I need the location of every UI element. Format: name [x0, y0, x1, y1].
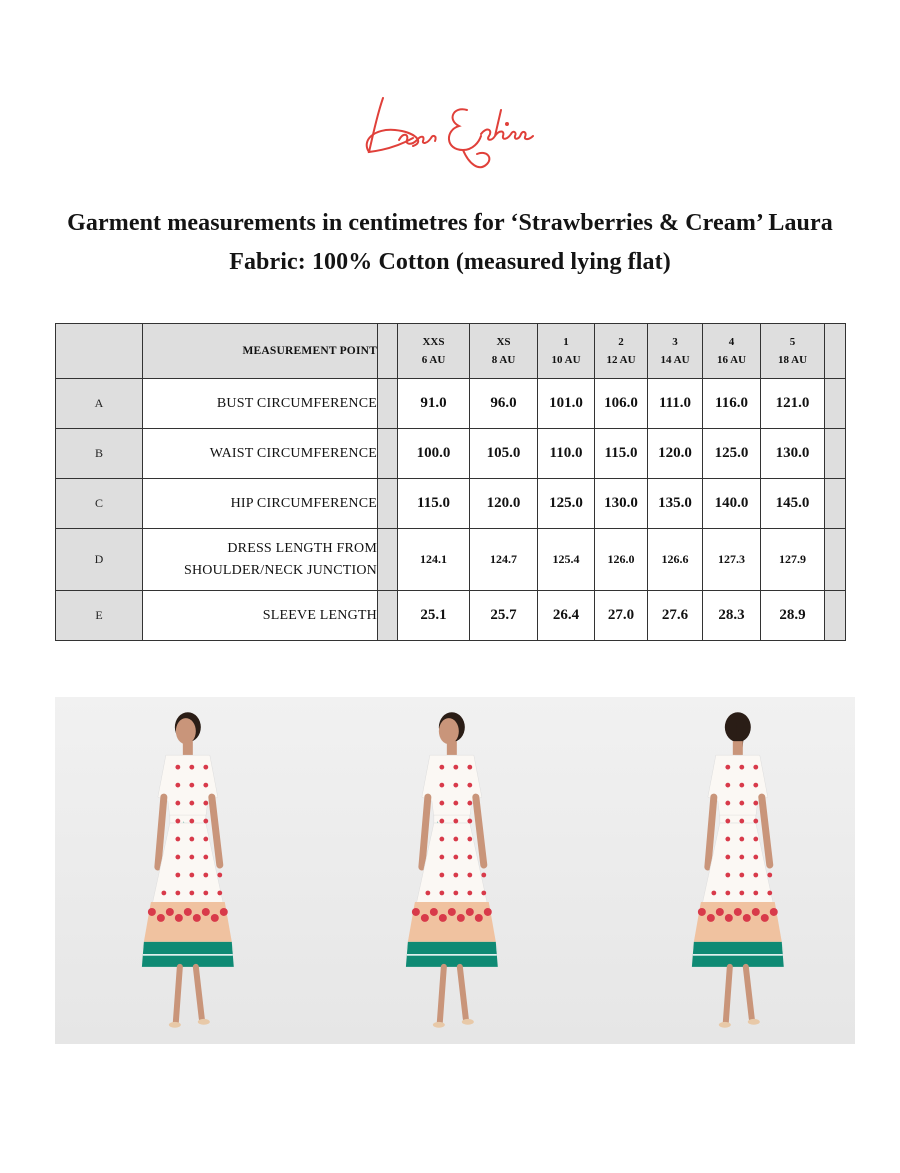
measurement-value: 116.0 [703, 379, 761, 429]
measurement-value: 105.0 [470, 429, 538, 479]
measurement-point-label [143, 479, 378, 529]
row-code: D [56, 529, 143, 591]
spacer-cell [825, 429, 846, 479]
measurement-value: 111.0 [648, 379, 703, 429]
spacer-cell [378, 529, 398, 591]
au-label: 14 AU [660, 354, 690, 366]
spacer-cell [825, 529, 846, 591]
page-title: Garment measurements in centimetres for ‘Strawberries & Cream’ Laura [67, 210, 833, 236]
measurement-value: 27.0 [595, 591, 648, 641]
au-label: 18 AU [777, 354, 808, 366]
measurement-value: 28.3 [703, 591, 761, 641]
measurement-value: 26.4 [538, 591, 595, 641]
model-front-icon [55, 697, 322, 1044]
size-label: XS [496, 336, 511, 348]
measurement-value: 127.9 [761, 529, 825, 591]
model-photo-back [588, 697, 855, 1044]
table-row [56, 479, 846, 529]
measurement-point-label [143, 529, 378, 591]
spacer-cell [378, 379, 398, 429]
label-line: BUST CIRCUMFERENCE [216, 395, 377, 411]
measurement-value: 115.0 [595, 429, 648, 479]
measurement-value: 121.0 [761, 379, 825, 429]
measurement-value: 127.3 [703, 529, 761, 591]
measurement-value: 110.0 [538, 429, 595, 479]
label-line: WAIST CIRCUMFERENCE [209, 445, 377, 461]
measurement-value: 124.7 [470, 529, 538, 591]
measurement-point-label [143, 429, 378, 479]
measurement-point-label [143, 379, 378, 429]
measurement-value: 125.4 [538, 529, 595, 591]
label-line: SHOULDER/NECK JUNCTION [183, 562, 377, 578]
spacer-cell [825, 379, 846, 429]
measurement-value: 130.0 [595, 479, 648, 529]
measurement-value: 126.6 [648, 529, 703, 591]
size-chart-table [55, 323, 846, 641]
model-photo-front [55, 697, 322, 1044]
header-empty-cell [56, 324, 143, 379]
measurement-value: 115.0 [398, 479, 470, 529]
size-label: 4 [728, 336, 735, 348]
measurement-value: 25.7 [470, 591, 538, 641]
measurement-value: 96.0 [470, 379, 538, 429]
measurement-value: 91.0 [398, 379, 470, 429]
table-row [56, 379, 846, 429]
measurement-value: 130.0 [761, 429, 825, 479]
leona-edmiston-signature-icon [355, 80, 545, 180]
measurement-value: 140.0 [703, 479, 761, 529]
size-label: 5 [789, 336, 796, 348]
size-header [470, 324, 538, 379]
spacer-cell [825, 479, 846, 529]
measurement-value: 100.0 [398, 429, 470, 479]
row-code: E [56, 591, 143, 641]
table-row [56, 429, 846, 479]
au-label: 12 AU [606, 354, 636, 366]
au-label: 8 AU [491, 354, 516, 366]
spacer-cell [825, 591, 846, 641]
table-header-row [56, 324, 846, 379]
size-header [648, 324, 703, 379]
page-subtitle: Fabric: 100% Cotton (measured lying flat) [229, 249, 671, 275]
size-header [703, 324, 761, 379]
measurement-value: 125.0 [703, 429, 761, 479]
label-line: SLEEVE LENGTH [262, 607, 377, 623]
size-label: 2 [618, 336, 624, 348]
size-label: 3 [672, 336, 678, 348]
row-code: C [56, 479, 143, 529]
size-label: 1 [563, 336, 569, 348]
measurement-point-header: MEASUREMENT POINT [143, 324, 378, 379]
table-row [56, 591, 846, 641]
spacer-cell [378, 479, 398, 529]
measurement-value: 145.0 [761, 479, 825, 529]
measurement-value: 124.1 [398, 529, 470, 591]
spacer-cell [825, 324, 846, 379]
size-header [761, 324, 825, 379]
label-line: HIP CIRCUMFERENCE [230, 495, 377, 511]
row-code: B [56, 429, 143, 479]
measurement-value: 125.0 [538, 479, 595, 529]
table-row [56, 529, 846, 591]
au-label: 6 AU [421, 354, 446, 366]
spacer-cell [378, 591, 398, 641]
measurement-value: 27.6 [648, 591, 703, 641]
model-photo-side [322, 697, 589, 1044]
measurement-value: 101.0 [538, 379, 595, 429]
size-header [398, 324, 470, 379]
brand-logo [355, 80, 545, 180]
label-line: DRESS LENGTH FROM [227, 540, 377, 556]
measurement-value: 28.9 [761, 591, 825, 641]
measurement-value: 120.0 [648, 429, 703, 479]
size-header [538, 324, 595, 379]
size-header [595, 324, 648, 379]
au-label: 16 AU [716, 354, 747, 366]
measurement-value: 106.0 [595, 379, 648, 429]
measurement-value: 25.1 [398, 591, 470, 641]
spacer-cell [378, 324, 398, 379]
model-side-icon [322, 697, 589, 1044]
measurement-point-label [143, 591, 378, 641]
model-back-icon [588, 697, 855, 1044]
measurement-value: 135.0 [648, 479, 703, 529]
measurement-value: 126.0 [595, 529, 648, 591]
size-label: XXS [422, 336, 445, 348]
product-photos [55, 697, 855, 1044]
measurement-value: 120.0 [470, 479, 538, 529]
row-code: A [56, 379, 143, 429]
spacer-cell [378, 429, 398, 479]
au-label: 10 AU [551, 354, 581, 366]
